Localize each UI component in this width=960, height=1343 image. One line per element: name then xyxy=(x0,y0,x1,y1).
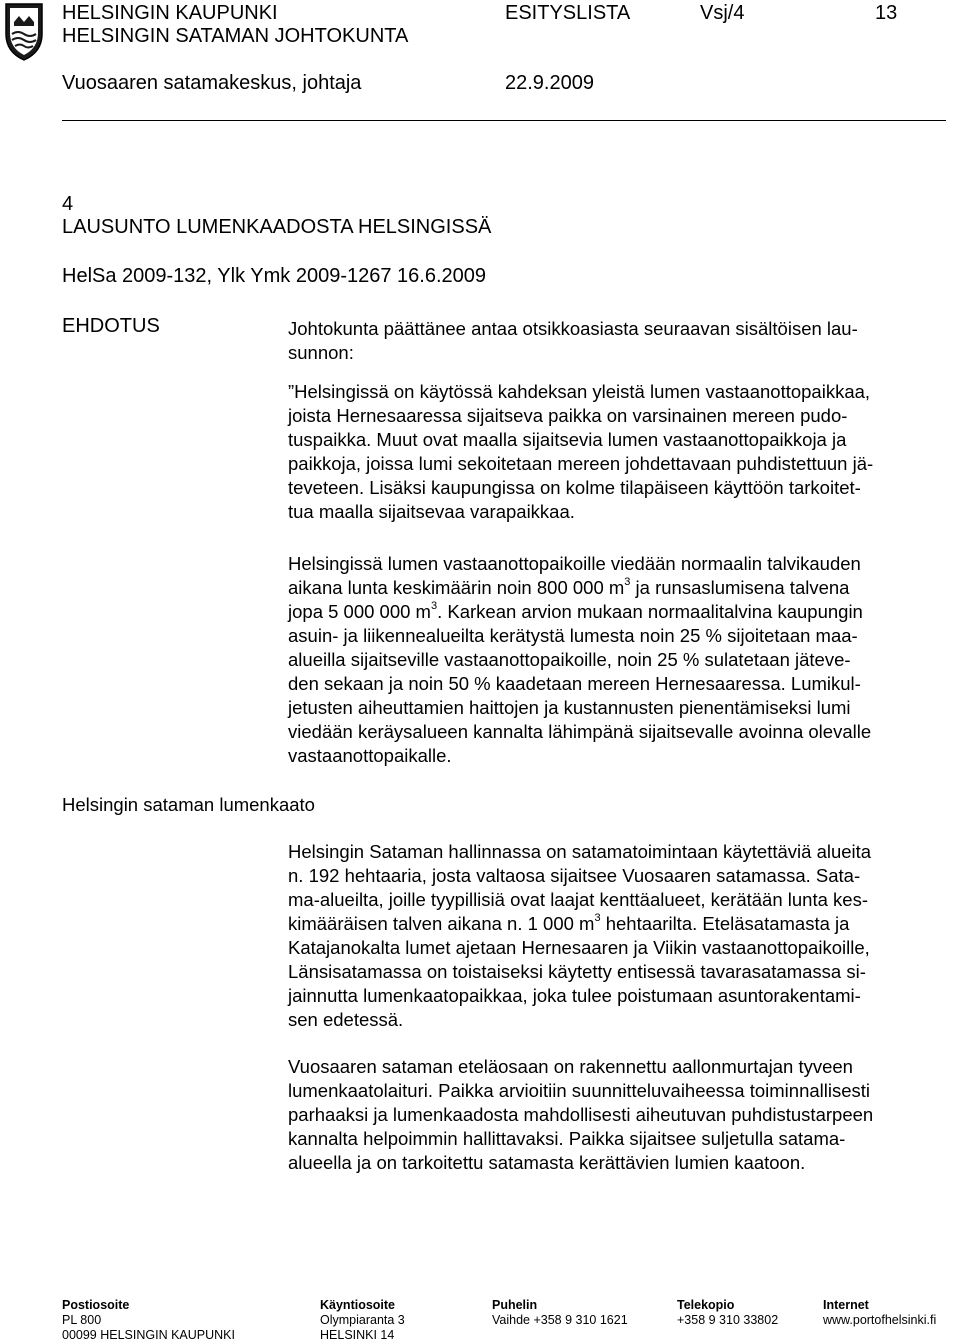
document-type: ESITYSLISTA xyxy=(505,2,631,24)
footer-line: Olympiaranta 3 xyxy=(320,1313,405,1327)
footer-line: HELSINKI 14 xyxy=(320,1328,395,1342)
text-line xyxy=(288,912,948,936)
statement-paragraph-1 xyxy=(288,380,948,524)
statement-paragraph-3 xyxy=(288,840,948,1032)
item-title: LAUSUNTO LUMENKAADOSTA HELSINGISSÄ xyxy=(62,216,492,238)
text-line: tua maalla sijaitsevaa varapaikkaa. xyxy=(288,501,575,522)
proposal-label: EHDOTUS xyxy=(62,315,160,337)
text-line: parhaaksi ja lumenkaadosta mahdollisesti aiheutuvan puhdistustarpeen xyxy=(288,1104,874,1125)
statement-paragraph-2 xyxy=(288,552,948,768)
org-name: HELSINGIN KAUPUNKI xyxy=(62,2,278,24)
text-line: Helsingissä lumen vastaanottopaikoille viedään normaalin talvikauden xyxy=(288,553,861,574)
text-line: ma-alueilta, joille tyypillisiä ovat laajat kenttäalueet, kerätään lunta kes- xyxy=(288,889,868,910)
coat-of-arms-icon xyxy=(0,0,48,64)
footer-heading: Postiosoite xyxy=(62,1298,130,1312)
footer-line: 00099 HELSINGIN KAUPUNKI xyxy=(62,1328,235,1342)
text-line: joista Hernesaaressa sijaitseva paikka on varsinainen mereen pudo- xyxy=(288,405,848,426)
proposal-intro xyxy=(288,317,948,365)
statement-paragraph-4 xyxy=(288,1055,948,1175)
text-segment: . Karkean arvion mukaan normaalitalvina kaupungin xyxy=(437,601,863,622)
footer-website-link[interactable]: www.portofhelsinki.fi xyxy=(823,1313,937,1327)
city-coat-of-arms-logo xyxy=(0,0,48,64)
text-line: Helsingin Sataman hallinnassa on satamatoimintaan käytettäviä alueita xyxy=(288,841,872,862)
item-reference: HelSa 2009-132, Ylk Ymk 2009-1267 16.6.2009 xyxy=(62,265,487,287)
text-line: vastaanottopaikalle. xyxy=(288,745,452,766)
text-segment: kimääräisen talven aikana n. 1 000 m xyxy=(288,913,595,934)
footer-line: +358 9 310 33802 xyxy=(677,1313,779,1327)
text-segment: ja runsaslumisena talvena xyxy=(630,577,850,598)
text-line: jainnutta lumenkaatopaikkaa, joka tulee poistumaan asuntorakentami- xyxy=(288,985,861,1006)
text-line: viedään keräysalueen kannalta lähimpänä sijaitsevalle avoinna olevalle xyxy=(288,721,872,742)
footer-phone xyxy=(492,1298,628,1328)
meeting-reference: Vsj/4 xyxy=(700,2,745,24)
text-line: alueilla sijaitseville vastaanottopaikoille, noin 25 % sulatetaan jäteve- xyxy=(288,649,851,670)
presenter: Vuosaaren satamakeskus, johtaja xyxy=(62,72,362,94)
text-line: n. 192 hehtaaria, josta valtaosa sijaitsee Vuosaaren satamassa. Sata- xyxy=(288,865,861,886)
footer-fax xyxy=(677,1298,778,1328)
text-segment: hehtaarilta. Eteläsatamasta ja xyxy=(600,913,850,934)
footer-visiting-address xyxy=(320,1298,405,1343)
text-line: Länsisatamassa on toistaiseksi käytetty entisessä tavarasatamassa si- xyxy=(288,961,866,982)
footer-line: Vaihde +358 9 310 1621 xyxy=(492,1313,628,1327)
footer-heading: Internet xyxy=(823,1298,869,1312)
text-line: sunnon: xyxy=(288,342,354,363)
text-line: teveteen. Lisäksi kaupungissa on kolme tilapäiseen käyttöön tarkoitet- xyxy=(288,477,861,498)
text-line: asuin- ja liikennealueilta kerätystä lumesta noin 25 % sijoitetaan maa- xyxy=(288,625,858,646)
text-line: paikkoja, joissa lumi sekoitetaan mereen johdettavaan puhdistettuun jä- xyxy=(288,453,874,474)
text-line xyxy=(288,600,948,624)
page-number: 13 xyxy=(875,2,898,24)
text-line: ”Helsingissä on käytössä kahdeksan yleistä lumen vastaanottopaikkaa, xyxy=(288,381,871,402)
text-line xyxy=(288,576,948,600)
item-number: 4 xyxy=(62,193,74,215)
document-date: 22.9.2009 xyxy=(505,72,594,94)
text-line: Vuosaaren sataman eteläosaan on rakennettu aallonmurtajan tyveen xyxy=(288,1056,853,1077)
footer-heading: Telekopio xyxy=(677,1298,735,1312)
board-name: HELSINGIN SATAMAN JOHTOKUNTA xyxy=(62,25,409,47)
text-line: den sekaan ja noin 50 % kaadetaan mereen Hernesaaressa. Lumikul- xyxy=(288,673,861,694)
superscript: 3 xyxy=(624,575,631,588)
text-line: tuspaikka. Muut ovat maalla sijaitsevia lumen vastaanottopaikkoja ja xyxy=(288,429,847,450)
text-segment: jopa 5 000 000 m xyxy=(288,601,431,622)
header-divider xyxy=(62,120,946,121)
superscript: 3 xyxy=(594,911,601,924)
text-line: kannalta helpoimmin hallittavaksi. Paikka sijaitsee suljetulla satama- xyxy=(288,1128,846,1149)
text-line: sen edetessä. xyxy=(288,1009,404,1030)
footer-line: PL 800 xyxy=(62,1313,102,1327)
footer-postal-address xyxy=(62,1298,235,1343)
text-segment: aikana lunta keskimäärin noin 800 000 m xyxy=(288,577,625,598)
footer-internet xyxy=(823,1298,936,1328)
text-line: lumenkaatolaituri. Paikka arvioitiin suunnitteluvaiheessa toiminnallisesti xyxy=(288,1080,871,1101)
superscript: 3 xyxy=(430,599,438,612)
text-line: jetusten aiheuttamien haittojen ja kustannusten pienentämiseksi lumi xyxy=(288,697,851,718)
side-heading: Helsingin sataman lumenkaato xyxy=(62,794,315,815)
footer-heading: Käyntiosoite xyxy=(320,1298,396,1312)
text-line: alueella ja on tarkoitettu satamasta kerättävien lumien kaatoon. xyxy=(288,1152,806,1173)
text-line: Johtokunta päättänee antaa otsikkoasiasta seuraavan sisältöisen lau- xyxy=(288,318,858,339)
footer-heading: Puhelin xyxy=(492,1298,538,1312)
text-line: Katajanokalta lumet ajetaan Hernesaaren ja Viikin vastaanottopaikoille, xyxy=(288,937,870,958)
